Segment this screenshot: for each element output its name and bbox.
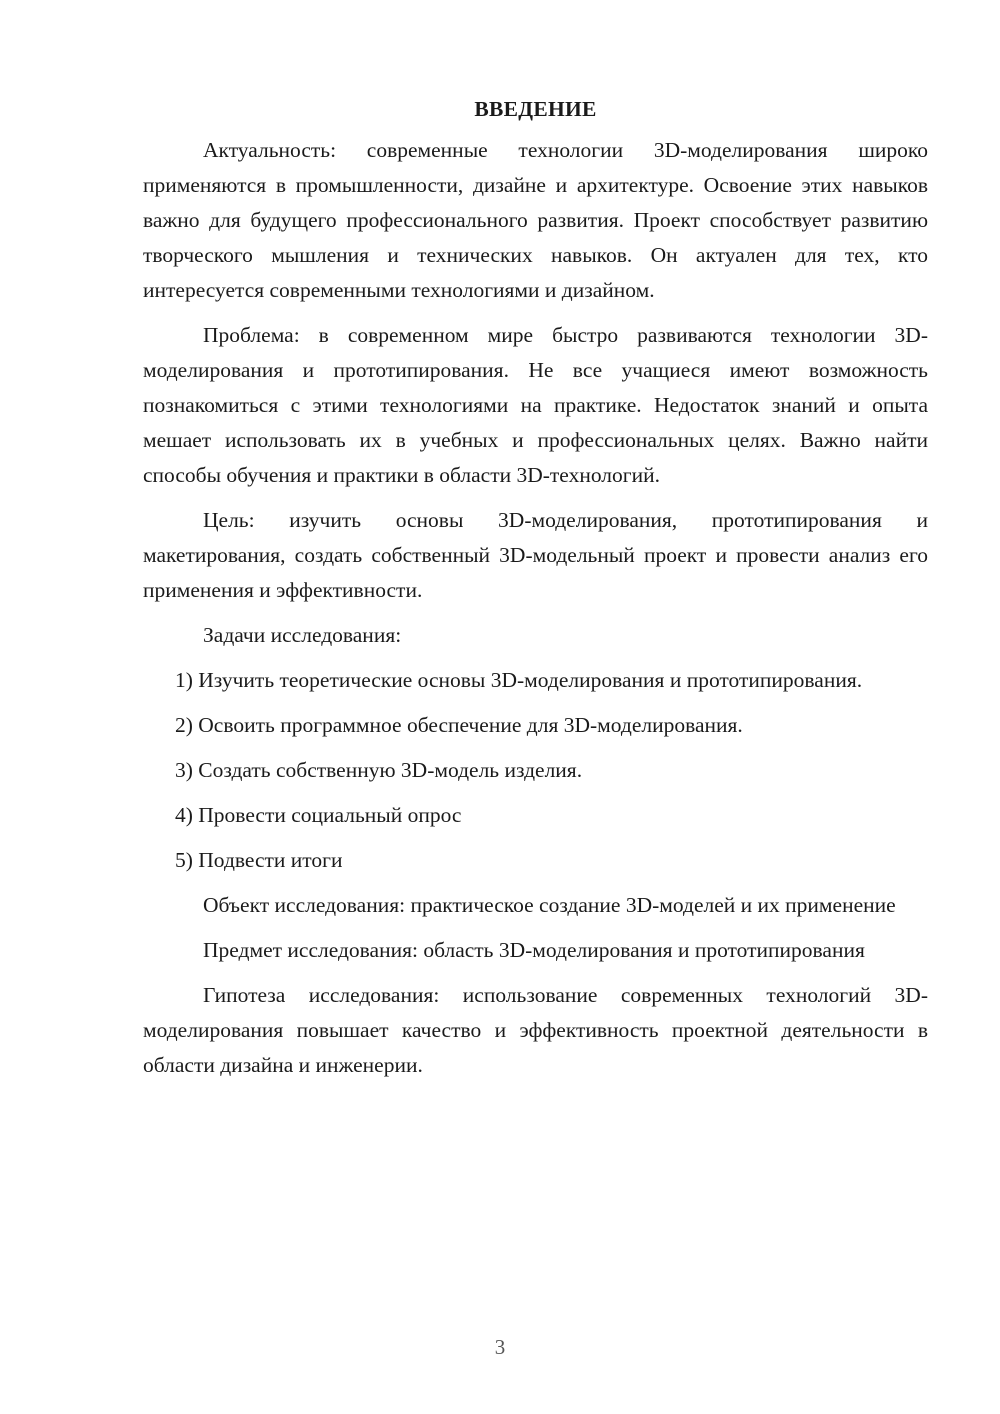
task-item-5: 5) Подвести итоги <box>175 848 343 872</box>
goal-paragraph: Цель: изучить основы 3D-моделирования, прототипирования и макетирования, создать собственный 3D-модельный проект и провести анализ его применения и эффективности. <box>143 508 928 602</box>
task-item-3: 3) Создать собственную 3D-модель изделия. <box>175 758 583 782</box>
subject-paragraph: Предмет исследования: область 3D-моделирования и прототипирования <box>203 938 865 962</box>
problem-paragraph: Проблема: в современном мире быстро развиваются технологии 3D-моделирования и прототипирования. Не все учащиеся имеют возможность познакомиться с этими технологиями на практике. Недостаток знаний и опыта мешает использовать их в учебных и профессиональных целях. Важно найти способы обучения и практики в области 3D-технологий. <box>143 323 928 487</box>
object-paragraph: Объект исследования: практическое создание 3D-моделей и их применение <box>203 893 896 917</box>
page-title: ВВЕДЕНИЕ <box>474 97 597 121</box>
tasks-list <box>143 663 928 878</box>
tasks-label: Задачи исследования: <box>203 623 402 647</box>
task-item-4: 4) Провести социальный опрос <box>175 803 462 827</box>
task-item-1: 1) Изучить теоретические основы 3D-моделирования и прототипирования. <box>175 668 863 692</box>
hypothesis-paragraph: Гипотеза исследования: использование современных технологий 3D-моделирования повышает качество и эффективность проектной деятельности в области дизайна и инженерии. <box>143 983 928 1077</box>
task-item-2: 2) Освоить программное обеспечение для 3D-моделирования. <box>175 713 743 737</box>
page-number: 3 <box>494 1335 506 1359</box>
relevance-paragraph: Актуальность: современные технологии 3D-моделирования широко применяются в промышленности, дизайне и архитектуре. Освоение этих навыков важно для будущего профессионального развития. Проект способствует развитию творческого мышления и технических навыков. Он актуален для тех, кто интересуется современными технологиями и дизайном. <box>143 138 928 302</box>
document-page <box>143 92 928 1093</box>
